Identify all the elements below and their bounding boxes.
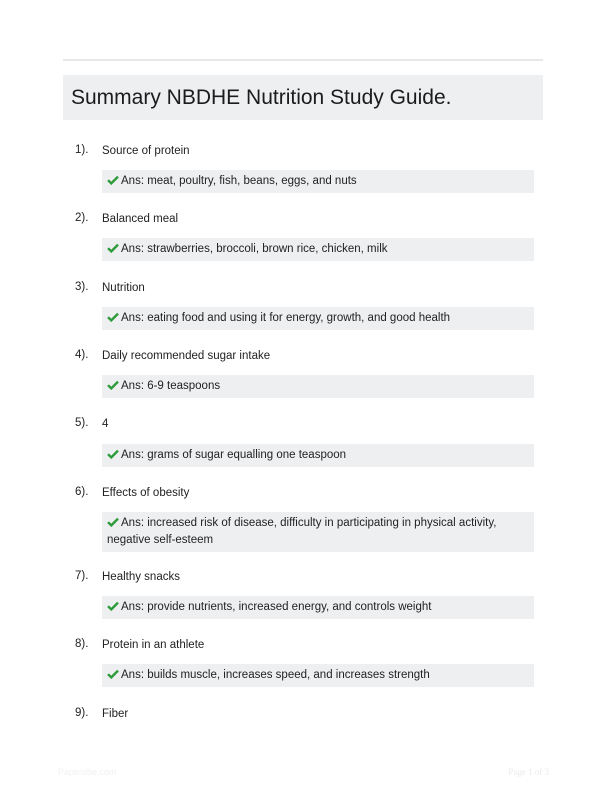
answer-box [102,596,534,619]
answer-box [102,375,534,398]
question-number: 1). [75,144,89,156]
question-number: 8). [75,638,89,650]
question-number: 3). [75,281,89,293]
answer-box [102,664,534,687]
question-number: 6). [75,486,89,498]
check-icon [107,243,119,253]
answer-text: Ans: meat, poultry, fish, beans, eggs, and nuts [121,175,357,187]
check-icon [107,380,119,390]
answer-text: Ans: provide nutrients, increased energy, and controls weight [121,601,432,613]
top-divider [63,59,543,61]
page-number: Page 1 of 3 [508,767,549,777]
answer-box [102,512,534,552]
footer-watermark: Paperdbe.com [58,767,117,777]
check-icon [107,601,119,611]
answer-text: Ans: eating food and using it for energy, growth, and good health [121,312,451,324]
answer-text: Ans: grams of sugar equalling one teaspoon [121,449,347,461]
question-text: Healthy snacks [102,571,180,583]
document-title: Summary NBDHE Nutrition Study Guide. [71,85,452,109]
check-icon [107,517,119,527]
check-icon [107,669,119,679]
question-number: 9). [75,707,89,719]
answer-text: Ans: strawberries, broccoli, brown rice, chicken, milk [121,243,388,255]
question-number: 2). [75,212,89,224]
question-text: Protein in an athlete [102,639,205,651]
title-bar [63,75,543,120]
answer-box [102,444,534,467]
question-text: Source of protein [102,145,190,157]
question-number: 5). [75,417,89,429]
question-text: Daily recommended sugar intake [102,350,271,362]
answer-text: Ans: increased risk of disease, difficulty in participating in physical activity, negative self-esteem [107,517,497,546]
question-text: 4 [102,418,109,430]
question-number: 7). [75,570,89,582]
answer-box [102,307,534,330]
answer-text: Ans: builds muscle, increases speed, and increases strength [121,669,430,681]
answer-box [102,170,534,193]
check-icon [107,312,119,322]
check-icon [107,449,119,459]
check-icon [107,175,119,185]
question-text: Nutrition [102,282,145,294]
question-text: Balanced meal [102,213,179,225]
answer-box [102,238,534,261]
question-text: Effects of obesity [102,487,190,499]
question-number: 4). [75,349,89,361]
answer-text: Ans: 6-9 teaspoons [121,380,221,392]
question-text: Fiber [102,708,129,720]
